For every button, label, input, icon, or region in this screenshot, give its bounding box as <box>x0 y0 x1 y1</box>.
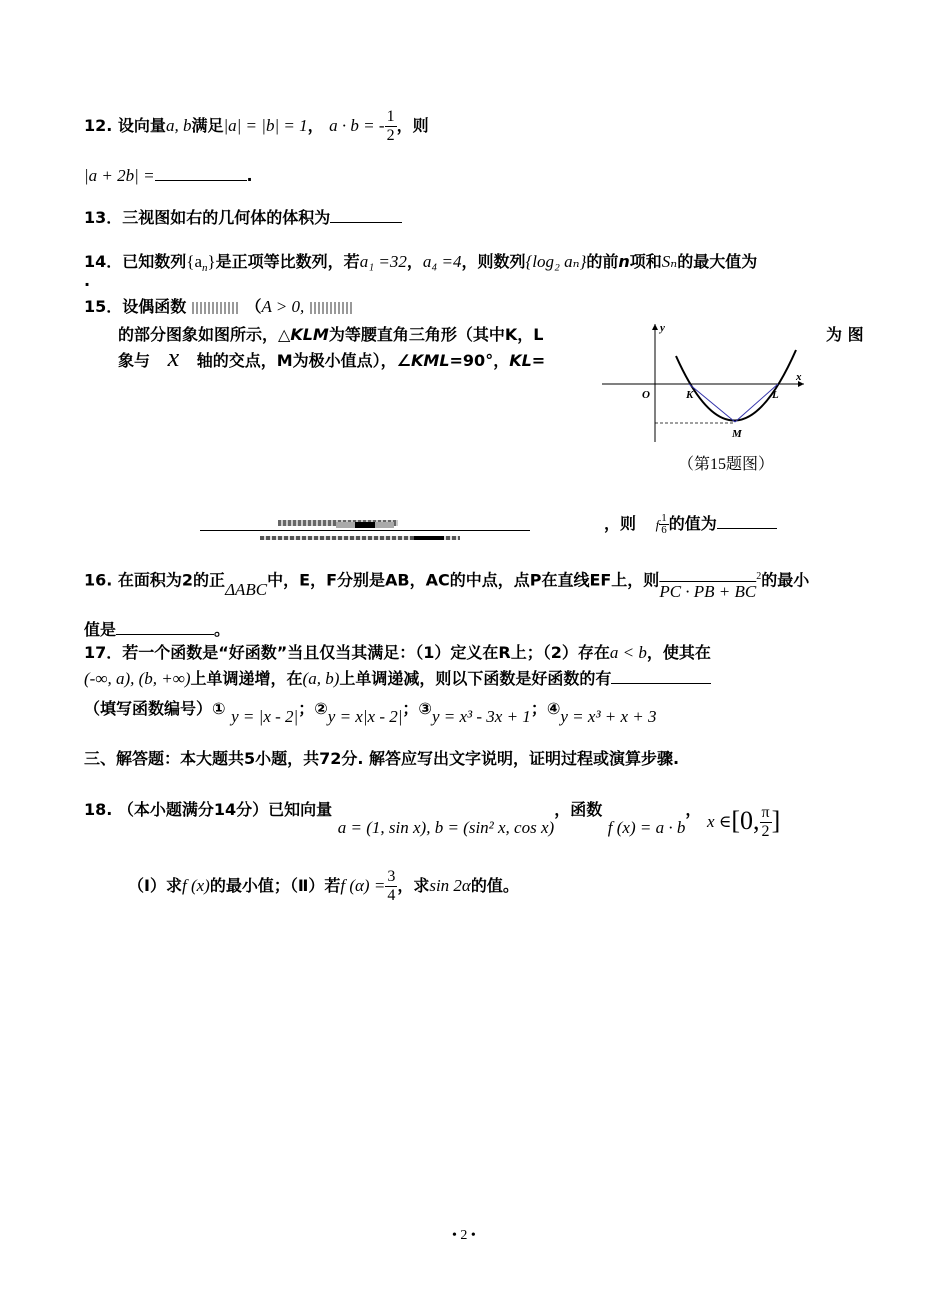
q12-number: 12. <box>84 116 113 135</box>
q15-line2-end: 为 图 <box>826 325 864 344</box>
q18-pi-fraction: $\frac{\pi}{2}$ <box>761 804 770 840</box>
q17-answer-blank[interactable] <box>611 667 711 684</box>
q15-figure-caption: （第15题图） <box>678 456 775 473</box>
page-number: • 2 • <box>452 1228 476 1243</box>
q17-line3: （填写函数编号）① y = |x - 2|；②y = x|x - 2|；③y = x³ - 3x + 1；④y = x³ + x + 3 <box>84 699 657 726</box>
q17-line2: (-∞, a), (b, +∞)上单调递增，在(a, b)上单调递减，则以下函数是好函数的有 <box>84 667 711 690</box>
q12-dot-product: a · b = - <box>329 116 385 135</box>
q18-line1: 18. （本小题满分14分）已知向量 a = (1, sin x), b = (sin² x, cos x)，函数 f (x) = a · b， x ∈[0, $\frac{\pi}{2}$ ] <box>84 800 781 840</box>
q16-answer-blank[interactable] <box>116 618 214 635</box>
q13-answer-blank[interactable] <box>330 206 402 223</box>
section-3-heading: 三、解答题：本大题共5小题，共72分. 解答应写出文字说明，证明过程或演算步骤. <box>84 749 680 768</box>
q14-a4: a₄ =4 <box>422 252 462 271</box>
q12-condition: |a| = |b| = 1 <box>223 116 308 135</box>
q12-line1: 12. 设向量a, b满足|a| = |b| = 1， a · b = - $\frac{1}{2}$ ，则 <box>84 108 429 144</box>
q18-line2: （Ⅰ）求f (x)的最小值；（Ⅱ）若f (α) = $\frac{3}{4}$ ，求sin 2α的值。 <box>128 868 519 904</box>
q15-answer-blank[interactable] <box>717 512 777 529</box>
q13-line <box>84 206 402 229</box>
q17-function-4: y = x³ + x + 3 <box>560 707 657 726</box>
q15-line3: 象与 x 轴的交点，M为极小值点），∠KML=90°，KL= <box>118 343 546 372</box>
q18-domain: x ∈ <box>706 812 732 831</box>
q17-function-2: y = x|x - 2| <box>327 707 403 726</box>
q16-line1: 16. 在面积为2的正ΔABC中，E，F分别是AB，AC的中点，点P在直线EF上，则PC · PB + $BC^2$的最小 <box>84 570 810 602</box>
q17-line1: 17．若一个函数是“好函数”当且仅当其满足：（1）定义在R上；（2）存在a < b，使其在 <box>84 643 711 662</box>
q15-garbled-band <box>200 518 530 548</box>
graph-label-m: M <box>732 428 742 440</box>
q18-three-quarters: $\frac{3}{4}$ <box>387 868 396 904</box>
q18-function: f (x) = a · b <box>607 818 686 837</box>
graph-label-l: L <box>772 389 779 401</box>
q16-line2: 值是 。 <box>84 620 231 639</box>
graph-label-k: K <box>686 389 694 401</box>
q12-expression: |a + 2b| = <box>84 166 155 185</box>
q15-garbled-formula <box>192 302 240 314</box>
q17-function-1: y = |x - 2| <box>231 707 299 726</box>
q14-dot: . <box>84 271 91 290</box>
q18-vectors: a = (1, sin x), b = (sin² x, cos x) <box>337 818 555 837</box>
q12-fraction: $\frac{1}{2}$ <box>386 108 395 144</box>
q15-graph <box>600 318 810 446</box>
q17-intervals: (-∞, a), (b, +∞) <box>84 669 191 688</box>
q12-line2: |a + 2b| = . <box>84 166 253 185</box>
q16-triangle: ΔABC <box>225 580 268 600</box>
q14-a1: a₁ =32 <box>359 252 407 271</box>
q12-answer-blank[interactable] <box>155 164 247 181</box>
q15-condition: A > 0, <box>261 297 305 316</box>
graph-label-o: O <box>642 389 650 401</box>
q15-x-symbol: x <box>167 343 180 372</box>
q15-line1: 15．设偶函数 （A > 0, <box>84 296 354 318</box>
q15-line-end: ，则 f $\frac{1}{6}$ 的值为 <box>604 512 777 536</box>
q14-line: 14．已知数列$\{a_n\}$是正项等比数列，若a₁ =32，a₄ =4，则数列{log₂ aₙ}的前n项和Sₙ的最大值为 <box>84 252 758 275</box>
q16-expression: PC · PB + BC <box>659 582 757 602</box>
q15-fraction: $\frac{1}{6}$ <box>661 512 667 536</box>
q14-sn: Sₙ <box>661 252 678 271</box>
q14-log-sequence: {log₂ aₙ} <box>525 252 587 271</box>
q15-line2: 的部分图象如图所示，△KLM为等腰直角三角形（其中K，L <box>118 325 544 344</box>
q15-garbled-condition <box>310 302 354 314</box>
q13-text: 13．三视图如右的几何体的体积为 <box>84 208 331 227</box>
q12-vectors: a, b <box>165 116 192 135</box>
graph-label-y: y <box>660 322 665 334</box>
curve <box>676 350 796 421</box>
graph-label-x: x <box>796 371 802 383</box>
q17-function-3: y = x³ - 3x + 1 <box>431 707 531 726</box>
